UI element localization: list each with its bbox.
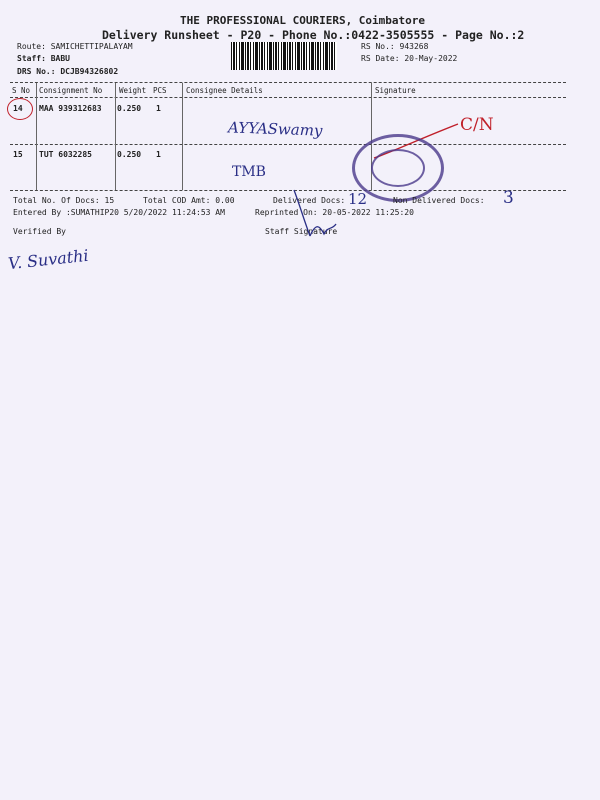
staff-signature-scribble <box>290 186 350 246</box>
table-row-sno: 15 <box>13 150 23 159</box>
verifier-signature: V. Suvathi <box>7 245 90 274</box>
col-header-signature: Signature <box>375 86 416 95</box>
table-bottom-rule <box>10 190 566 191</box>
entered-by: Entered By :SUMATHIP20 5/20/2022 11:24:53 AM <box>13 208 225 217</box>
col-divider <box>115 83 116 190</box>
red-circle-mark <box>7 98 33 120</box>
staff-label: Staff: BABU <box>17 54 70 63</box>
verified-by-label: Verified By <box>13 227 66 236</box>
total-docs: Total No. Of Docs: 15 <box>13 196 115 205</box>
table-header-rule <box>10 97 566 98</box>
drs-label: DRS No.: DCJB94326802 <box>17 67 119 76</box>
consignee-handwriting: AYYASwamy <box>227 118 323 140</box>
col-header-consignment: Consignment No <box>39 86 103 95</box>
table-row-consignment: MAA 939312683 <box>39 104 102 113</box>
table-row-pcs: 1 <box>156 104 161 113</box>
col-divider <box>182 83 183 190</box>
col-header-pcs: PCS <box>153 86 167 95</box>
cin-handwriting: C/N <box>460 115 494 135</box>
delivered-count-handwriting: 12 <box>348 190 368 208</box>
total-cod: Total COD Amt: 0.00 <box>143 196 235 205</box>
rs-no-label: RS No.: 943268 <box>361 42 429 51</box>
row-divider <box>10 144 566 145</box>
table-row-weight: 0.250 <box>117 150 142 159</box>
table-row-consignment: TUT 6032285 <box>39 150 92 159</box>
non-delivered-docs: Non Delivered Docs: <box>393 196 485 205</box>
runsheet-subtitle: Delivery Runsheet - P20 - Phone No.:0422-3505555 - Page No.:2 <box>102 28 525 42</box>
col-divider <box>36 83 37 190</box>
table-top-rule <box>10 82 566 83</box>
table-row-sno: 14 <box>13 104 23 113</box>
col-header-weight: Weight <box>119 86 147 95</box>
non-delivered-count-handwriting: 3 <box>503 188 514 208</box>
rs-date-label: RS Date: 20-May-2022 <box>361 54 458 63</box>
route-label: Route: SAMICHETTIPALAYAM <box>17 42 133 51</box>
company-title: THE PROFESSIONAL COURIERS, Coimbatore <box>180 14 426 27</box>
col-header-sno: S No <box>12 86 31 95</box>
col-header-consignee: Consignee Details <box>186 86 263 95</box>
staff-signature-label: Staff Signature <box>265 227 338 236</box>
barcode <box>231 42 337 70</box>
consignee-handwriting: TMB <box>232 164 266 180</box>
table-row-weight: 0.250 <box>117 104 142 113</box>
reprinted-on: Reprinted On: 20-05-2022 11:25:20 <box>255 208 414 217</box>
delivered-docs: Delivered Docs: <box>273 196 346 205</box>
table-row-pcs: 1 <box>156 150 161 159</box>
